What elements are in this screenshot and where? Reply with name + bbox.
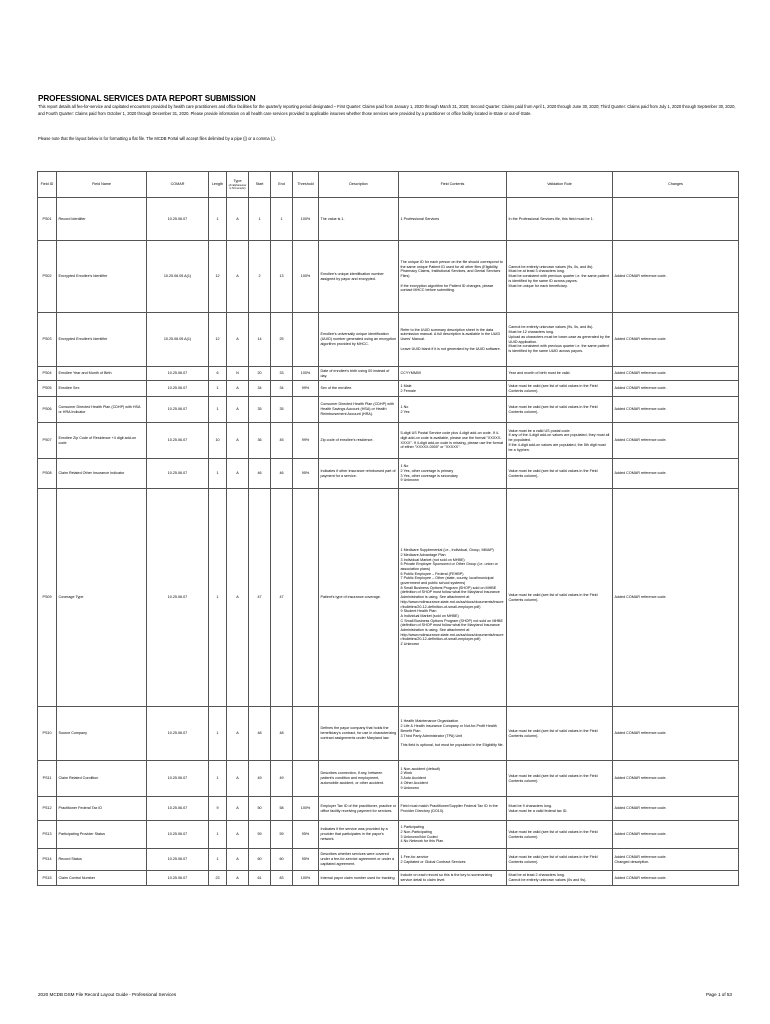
comar-cell: 10.25.06.07: [147, 707, 209, 761]
threshold-cell: 95%: [293, 821, 319, 849]
field-contents-cell: 1 No 2 Yes: [399, 397, 507, 423]
length-cell: 12: [209, 313, 227, 367]
type-cell: A: [227, 241, 249, 313]
validation-rule-cell: Cannot be entirely unknown values (9s, 0s, and 8s). Must be 12 characters long. Upload as characters must be lower-case as generated by the UUID application. Must be consistent with previous quarter i.e. the same patient is identified by the same UUID across payors.: [507, 313, 613, 367]
field-name-cell: Participating Provider Status: [57, 821, 147, 849]
type-cell: A: [227, 423, 249, 459]
start-cell: 46: [249, 459, 271, 489]
threshold-cell: 100%: [293, 871, 319, 886]
start-cell: 35: [249, 397, 271, 423]
threshold-cell: [293, 761, 319, 797]
end-cell: 60: [271, 849, 293, 871]
description-cell: Describes connection, if any, between patient's condition and employment, automobile accident, or other accident.: [319, 761, 399, 797]
header-end: End: [271, 172, 293, 198]
description-cell: Enrollee's unique identification number assigned by payor and encrypted.: [319, 241, 399, 313]
type-cell: A: [227, 459, 249, 489]
length-cell: 1: [209, 397, 227, 423]
field-name-cell: Record Status: [57, 849, 147, 871]
type-cell: A: [227, 821, 249, 849]
comar-cell: 10.25.06.07: [147, 198, 209, 241]
footer-doc-name: 2020 MCDB DSM File Record Layout Guide - Professional Services: [38, 992, 177, 997]
field-id-cell: PS11: [38, 761, 57, 797]
field-name-cell: Claim Control Number: [57, 871, 147, 886]
description-cell: Indicates if other insurance reimbursed part of payment for a service.: [319, 459, 399, 489]
validation-rule-cell: Value must be valid (see list of valid values in the Field Contents column).: [507, 761, 613, 797]
changes-cell: Added COMAR reference code.: [613, 423, 739, 459]
changes-cell: Added COMAR reference code.: [613, 707, 739, 761]
comar-cell: 10.25.06.05 A(1): [147, 241, 209, 313]
changes-cell: Added COMAR reference code.: [613, 241, 739, 313]
start-cell: 50: [249, 797, 271, 821]
threshold-cell: 95%: [293, 849, 319, 871]
table-row: [38, 821, 739, 849]
threshold-cell: [293, 397, 319, 423]
field-id-cell: PS07: [38, 423, 57, 459]
header-type: [227, 172, 249, 198]
header-comar: COMAR: [147, 172, 209, 198]
end-cell: 1: [271, 198, 293, 241]
end-cell: 34: [271, 381, 293, 397]
comar-cell: 10.25.06.07: [147, 821, 209, 849]
table-row: [38, 761, 739, 797]
changes-cell: Added COMAR reference code. Changed description.: [613, 849, 739, 871]
changes-cell: Added COMAR reference code.: [613, 489, 739, 707]
table-row: [38, 381, 739, 397]
header-validation-rule: Validation Rule: [507, 172, 613, 198]
threshold-cell: [293, 313, 319, 367]
description-cell: Sex of the enrollee.: [319, 381, 399, 397]
field-contents-cell: 1 No 2 Yes, other coverage is primary 3 Yes, other coverage is secondary 9 Unknown: [399, 459, 507, 489]
field-contents-cell: 1 Participating 2 Non-Participating 3 Unknown/Not Coded 4 No Network for this Plan: [399, 821, 507, 849]
description-cell: Indicates if the service was provided by a provider that participates in the payor's network.: [319, 821, 399, 849]
field-id-cell: PS03: [38, 313, 57, 367]
header-threshold: Threshold: [293, 172, 319, 198]
changes-cell: Added COMAR reference code.: [613, 367, 739, 381]
header-field-id: Field ID: [38, 172, 57, 198]
end-cell: 46: [271, 459, 293, 489]
header-field-name: Field Name: [57, 172, 147, 198]
end-cell: 48: [271, 707, 293, 761]
field-name-cell: Coverage Type: [57, 489, 147, 707]
header-description: Description: [319, 172, 399, 198]
field-id-cell: PS12: [38, 797, 57, 821]
header-length: Length: [209, 172, 227, 198]
end-cell: 13: [271, 241, 293, 313]
end-cell: 58: [271, 797, 293, 821]
start-cell: 1: [249, 198, 271, 241]
threshold-cell: [293, 489, 319, 707]
length-cell: 1: [209, 459, 227, 489]
type-cell: A: [227, 397, 249, 423]
field-contents-cell: 1 Fee-for-service 2 Capitated or Global Contract Services: [399, 849, 507, 871]
table-row: [38, 367, 739, 381]
table-row: [38, 313, 739, 367]
field-contents-cell: Field must match Practitioner/Supplier Federal Tax ID in the Provider Directory (DO10).: [399, 797, 507, 821]
type-cell: A: [227, 313, 249, 367]
validation-rule-cell: In the Professional Services file, this field must be 1.: [507, 198, 613, 241]
validation-rule-cell: Value must be a valid US postal code. If any of the 4-digit add-on values are populated, they must all be populated. If the 4-digit add-on values are populated, the 5th digit must be a hyphen.: [507, 423, 613, 459]
field-contents-cell: CCYYMM00: [399, 367, 507, 381]
field-contents-cell: Include on each record so this is the key to summarizing service detail to claim level.: [399, 871, 507, 886]
record-layout-table: [37, 171, 739, 886]
description-cell: Date of enrollee's birth using 00 instead of day.: [319, 367, 399, 381]
field-name-cell: Encrypted Enrollee's Identifier: [57, 313, 147, 367]
start-cell: 61: [249, 871, 271, 886]
start-cell: 20: [249, 367, 271, 381]
field-name-cell: Record Identifier: [57, 198, 147, 241]
length-cell: 1: [209, 761, 227, 797]
changes-cell: Added COMAR reference code.: [613, 397, 739, 423]
comar-cell: 10.25.06.07: [147, 761, 209, 797]
field-contents-cell: 1 Professional Services: [399, 198, 507, 241]
table-row: [38, 423, 739, 459]
field-contents-cell: Refer to the UUID summary description sheet in the data submission manual. A full description is available in the UUID Users' Manual. Leave UUID blank if it is not generated by the UUID software.: [399, 313, 507, 367]
end-cell: 45: [271, 423, 293, 459]
end-cell: 83: [271, 871, 293, 886]
start-cell: 47: [249, 489, 271, 707]
header-type-sub: (A=alphanumeric N=numeric): [228, 183, 247, 190]
validation-rule-cell: Cannot be entirely unknown values (9s, 0s, and 8s). Must be at least 3 characters long. Must be consistent with previous quarter i.e. the same patient is identified by the same ID across payors. Must be unique for each beneficiary.: [507, 241, 613, 313]
changes-cell: Added COMAR reference code.: [613, 871, 739, 886]
length-cell: 6: [209, 367, 227, 381]
end-cell: 25: [271, 313, 293, 367]
comar-cell: 10.25.06.05 A(1): [147, 313, 209, 367]
threshold-cell: 100%: [293, 797, 319, 821]
type-cell: A: [227, 489, 249, 707]
field-id-cell: PS02: [38, 241, 57, 313]
description-cell: Defines the payor company that holds the beneficiary's contract, for use in characterizing contract assignments under Maryland law.: [319, 707, 399, 761]
validation-rule-cell: Value must be valid (see list of valid values in the Field Contents column).: [507, 821, 613, 849]
type-cell: A: [227, 849, 249, 871]
table-row: [38, 241, 739, 313]
field-id-cell: PS04: [38, 367, 57, 381]
length-cell: 1: [209, 849, 227, 871]
validation-rule-cell: Value must be valid (see list of valid values in the Field Contents column).: [507, 459, 613, 489]
description-cell: Describes whether services were covered under a fee-for-service agreement or under a capitated agreement.: [319, 849, 399, 871]
field-name-cell: Source Company: [57, 707, 147, 761]
field-contents-cell: 5-digit US Postal Service code plus 4-digit add-on code. If 4-digit add-on code is available, please use the format "XXXXX-XXXX". If 4-digit add-on code is missing, please use the format of either "XXXXX-0000" or "XXXXX".: [399, 423, 507, 459]
description-cell: Employer Tax ID of the practitioner, practice or office facility receiving payment for services.: [319, 797, 399, 821]
field-name-cell: Enrollee Zip Code of Residence +4 digit add-on code: [57, 423, 147, 459]
footer-page-number: Page 1 of 53: [705, 992, 732, 997]
table-row: [38, 489, 739, 707]
threshold-cell: 100%: [293, 367, 319, 381]
field-name-cell: Consumer Directed Health Plan (CDHP) with HSA or HRA Indicator: [57, 397, 147, 423]
length-cell: 9: [209, 797, 227, 821]
field-id-cell: PS08: [38, 459, 57, 489]
header-start: Start: [249, 172, 271, 198]
changes-cell: Added COMAR reference code.: [613, 821, 739, 849]
table-row: [38, 707, 739, 761]
validation-rule-cell: Value must be valid (see list of valid values in the Field Contents column).: [507, 397, 613, 423]
comar-cell: 10.25.06.07: [147, 849, 209, 871]
table-row: [38, 797, 739, 821]
description-cell: Internal payor claim number used for tracking.: [319, 871, 399, 886]
comar-cell: 10.25.06.07: [147, 423, 209, 459]
field-id-cell: PS06: [38, 397, 57, 423]
validation-rule-cell: Value must be valid (see list of valid values in the Field Contents column).: [507, 381, 613, 397]
validation-rule-cell: Value must be valid (see list of valid values in the Field Contents column).: [507, 707, 613, 761]
format-note: Please note that the layout below is for formatting a flat file. The MCDB Portal will accept files delimited by a pipe (|) or a comma (,).: [38, 136, 276, 141]
end-cell: 47: [271, 489, 293, 707]
threshold-cell: 99%: [293, 381, 319, 397]
start-cell: 2: [249, 241, 271, 313]
table-row: [38, 849, 739, 871]
field-contents-cell: 1 Non-accident (default) 2 Work 3 Auto Accident 4 Other Accident 9 Unknown: [399, 761, 507, 797]
threshold-cell: 100%: [293, 198, 319, 241]
start-cell: 34: [249, 381, 271, 397]
header-changes: Changes: [613, 172, 739, 198]
changes-cell: Added COMAR reference code.: [613, 797, 739, 821]
field-id-cell: PS15: [38, 871, 57, 886]
intro-paragraph: This report details all fee-for-service and capitated encounters provided by health care practitioners and office facilities for the quarterly reporting period designated – First Quarter: Claims paid from January 1, 2020 through March 31, 2020; Second Quarter: Claims paid from April 1, 2020 through June 30, 2020; Third Quarter: Claims paid from July 1, 2020 through September 30, 2020, and Fourth Quarter: Claims paid from October 1, 2020 through December 31, 2020. Please provide information on all health care services provided to applicable insurees whether those services were provided by a practitioner or office facility located in-State or out-of-State.: [38, 104, 736, 116]
changes-cell: [613, 198, 739, 241]
table-row: [38, 198, 739, 241]
changes-cell: Added COMAR reference code.: [613, 459, 739, 489]
description-cell: Consumer Directed Health Plan (CDHP) with Health Savings Account (HSA) or Health Reimbursement Account (HRA).: [319, 397, 399, 423]
length-cell: 1: [209, 707, 227, 761]
field-name-cell: Claim Related Other Insurance Indicator: [57, 459, 147, 489]
start-cell: 48: [249, 707, 271, 761]
type-cell: A: [227, 707, 249, 761]
changes-cell: Added COMAR reference code.: [613, 761, 739, 797]
type-cell: A: [227, 198, 249, 241]
type-cell: A: [227, 797, 249, 821]
table-row: [38, 871, 739, 886]
changes-cell: Added COMAR reference code.: [613, 381, 739, 397]
length-cell: 12: [209, 241, 227, 313]
start-cell: 59: [249, 821, 271, 849]
length-cell: 23: [209, 871, 227, 886]
threshold-cell: 95%: [293, 459, 319, 489]
threshold-cell: [293, 707, 319, 761]
field-id-cell: PS01: [38, 198, 57, 241]
start-cell: 49: [249, 761, 271, 797]
description-cell: Patient's type of insurance coverage.: [319, 489, 399, 707]
comar-cell: 10.25.06.07: [147, 871, 209, 886]
length-cell: 1: [209, 821, 227, 849]
field-id-cell: PS09: [38, 489, 57, 707]
validation-rule-cell: Year and month of birth must be valid.: [507, 367, 613, 381]
type-cell: N: [227, 367, 249, 381]
field-contents-cell: 1 Health Maintenance Organization 2 Life & Health Insurance Company or Not-for-Profit Health Benefit Plan 3 Third Party Administrator (TPA) Unit This field is optional, but must be populated in the Eligibility file.: [399, 707, 507, 761]
comar-cell: 10.25.06.07: [147, 489, 209, 707]
comar-cell: 10.25.06.07: [147, 397, 209, 423]
field-name-cell: Encrypted Enrollee's Identifier: [57, 241, 147, 313]
field-name-cell: Enrollee Year and Month of Birth: [57, 367, 147, 381]
description-cell: The value is 1.: [319, 198, 399, 241]
start-cell: 60: [249, 849, 271, 871]
length-cell: 1: [209, 489, 227, 707]
comar-cell: 10.25.06.07: [147, 381, 209, 397]
table-row: [38, 459, 739, 489]
comar-cell: 10.25.06.07: [147, 797, 209, 821]
comar-cell: 10.25.06.07: [147, 367, 209, 381]
start-cell: 36: [249, 423, 271, 459]
field-id-cell: PS05: [38, 381, 57, 397]
field-contents-cell: 1 Male 2 Female: [399, 381, 507, 397]
validation-rule-cell: Must be at least 2 characters long. Cannot be entirely unknown values (0s and 9s).: [507, 871, 613, 886]
end-cell: 33: [271, 367, 293, 381]
validation-rule-cell: Value must be valid (see list of valid values in the Field Contents column).: [507, 489, 613, 707]
header-type-label: Type: [233, 178, 242, 183]
field-contents-cell: 1 Medicare Supplemental (i.e., Individual, Group, MMAP) 2 Medicare Advantage Plan 3 Individual Market (not sold on MHBE) 5 Private Employer Sponsored or Other Group (i.e. union or association plans) 6 Public Employee – Federal (FEHBP) 7 Public Employee – Other (state, county, local/municipal government and public school systems) 8 Small Business Options Program (SHOP) sold on MHBE (definition of SHOP must follow what the Maryland Insurance Administration is using. See attachment at http://www.mdinsurance.state.md.us/sa/docs/documents/insurer/bulletins/20-12-definition-of-small-employer.pdf) 9 Student Health Plan A Individual Market (sold on MHBE) C Small Business Options Program (SHOP) not sold on MHBE (definition of SHOP must follow what the Maryland Insurance Administration is using. See attachment at http://www.mdinsurance.state.md.us/sa/docs/documents/insurer/bulletins/20-12-definition-of-small-employer.pdf) Z Unknown: [399, 489, 507, 707]
start-cell: 14: [249, 313, 271, 367]
length-cell: 1: [209, 198, 227, 241]
end-cell: 59: [271, 821, 293, 849]
threshold-cell: 99%: [293, 423, 319, 459]
description-cell: Zip code of enrollee's residence.: [319, 423, 399, 459]
type-cell: A: [227, 381, 249, 397]
field-contents-cell: The unique ID for each person on the file should correspond to the same unique Patient ID used for all other files (Eligibility, Pharmacy Claims, Institutional Services, and Dental Services Files) If the encryption algorithm for Patient ID changes, please contact MHCC before submitting.: [399, 241, 507, 313]
field-id-cell: PS10: [38, 707, 57, 761]
description-cell: Enrollee's universally unique identification (UUID) number generated using an encryption algorithm provided by MHCC.: [319, 313, 399, 367]
comar-cell: 10.25.06.07: [147, 459, 209, 489]
table-row: [38, 397, 739, 423]
changes-cell: Added COMAR reference code.: [613, 313, 739, 367]
validation-rule-cell: Value must be valid (see list of valid values in the Field Contents column).: [507, 849, 613, 871]
type-cell: A: [227, 761, 249, 797]
length-cell: 1: [209, 381, 227, 397]
header-field-contents: Field Contents: [399, 172, 507, 198]
threshold-cell: 100%: [293, 241, 319, 313]
field-id-cell: PS14: [38, 849, 57, 871]
page-title: PROFESSIONAL SERVICES DATA REPORT SUBMISSION: [38, 94, 256, 103]
field-id-cell: PS13: [38, 821, 57, 849]
end-cell: 49: [271, 761, 293, 797]
length-cell: 10: [209, 423, 227, 459]
field-name-cell: Enrollee Sex: [57, 381, 147, 397]
field-name-cell: Practitioner Federal Tax ID: [57, 797, 147, 821]
field-name-cell: Claim Related Condition: [57, 761, 147, 797]
type-cell: A: [227, 871, 249, 886]
validation-rule-cell: Must be 9 characters long. Value must be a valid federal tax ID.: [507, 797, 613, 821]
table-header-row: [38, 172, 739, 198]
end-cell: 35: [271, 397, 293, 423]
